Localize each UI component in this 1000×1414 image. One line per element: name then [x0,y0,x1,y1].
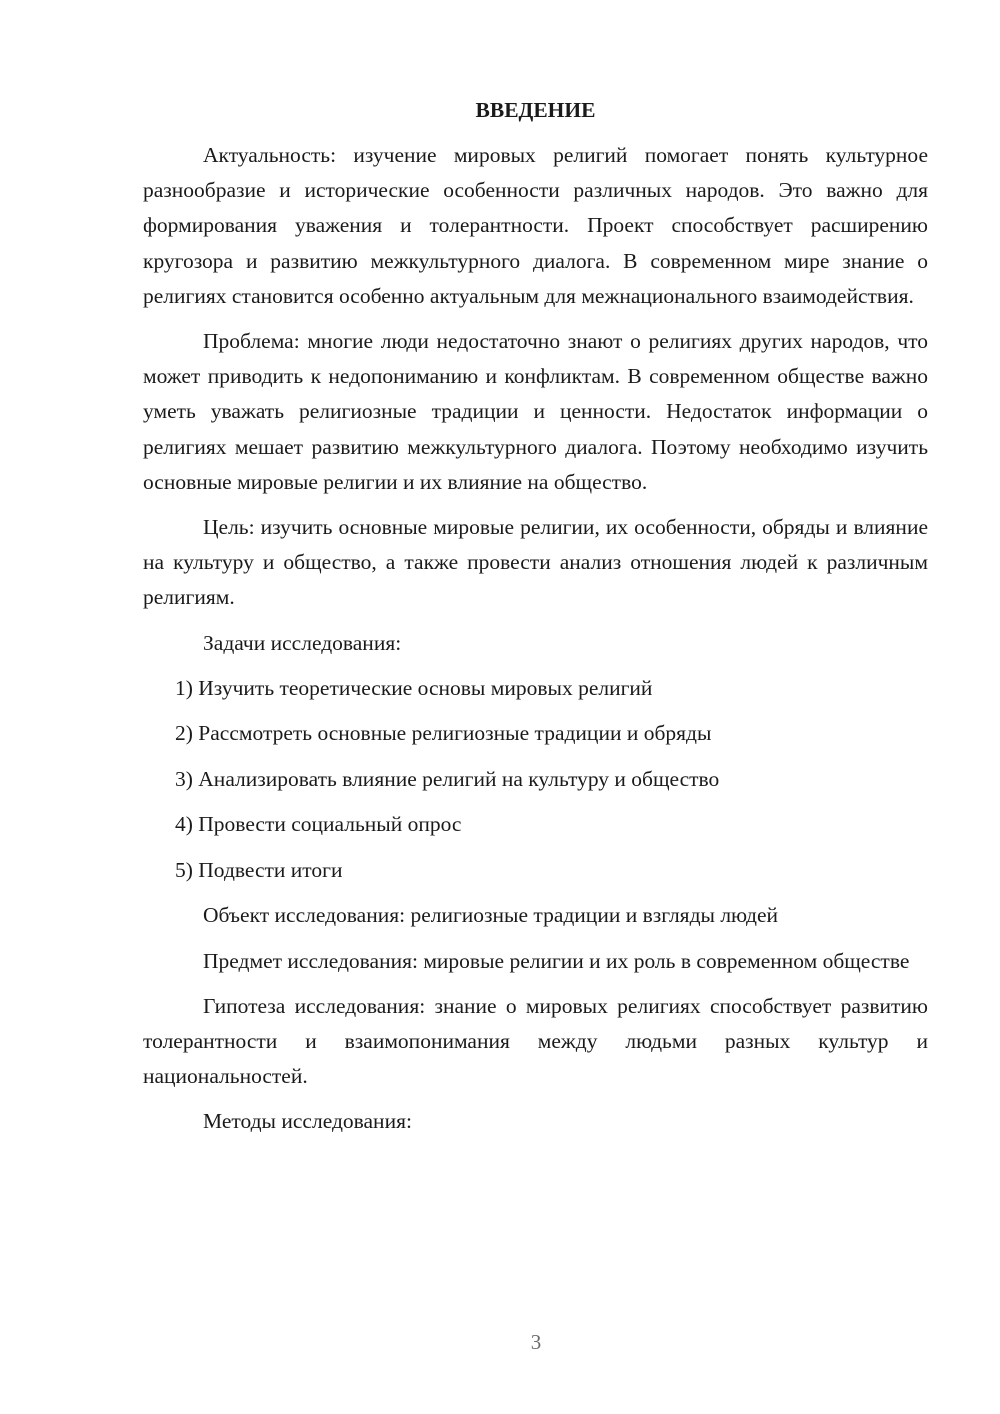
task-item: 4) Провести социальный опрос [175,812,462,837]
task-item: 1) Изучить теоретические основы мировых религий [175,675,653,700]
hypothesis-paragraph: Гипотеза исследования: знание о мировых религиях способствует развитию толерантности и взаимопонимания между людьми разных культур и национальностей. [143,993,928,1089]
page-content [143,93,928,1150]
task-item: 2) Рассмотреть основные религиозные традиции и обряды [175,721,712,746]
tasks-list [143,671,928,888]
section-heading: ВВЕДЕНИЕ [475,98,596,122]
tasks-title: Задачи исследования: [203,630,402,655]
page-number: 3 [530,1330,542,1354]
task-item: 5) Подвести итоги [175,857,343,882]
problem-paragraph: Проблема: многие люди недостаточно знают о религиях других народов, что может приводить к недопониманию и конфликтам. В современном обществе важно уметь уважать религиозные традиции и ценности. Недостаток информации о религиях мешает развитию межкультурного диалога. Поэтому необходимо изучить основные мировые религии и их влияние на общество. [143,329,928,494]
object-paragraph: Объект исследования: религиозные традиции и взгляды людей [203,903,779,928]
goal-paragraph: Цель: изучить основные мировые религии, их особенности, обряды и влияние на культуру и общество, а также провести анализ отношения людей к различным религиям. [143,515,928,610]
task-item: 3) Анализировать влияние религий на культуру и общество [175,766,720,791]
methods-title: Методы исследования: [203,1109,412,1134]
relevance-paragraph: Актуальность: изучение мировых религий помогает понять культурное разнообразие и исторические особенности различных народов. Это важно для формирования уважения и толерантности. Проект способствует расширению кругозора и развитию межкультурного диалога. В современном мире знание о религиях становится особенно актуальным для межнационального взаимодействия. [143,143,928,308]
subject-paragraph: Предмет исследования: мировые религии и их роль в современном обществе [203,948,910,973]
